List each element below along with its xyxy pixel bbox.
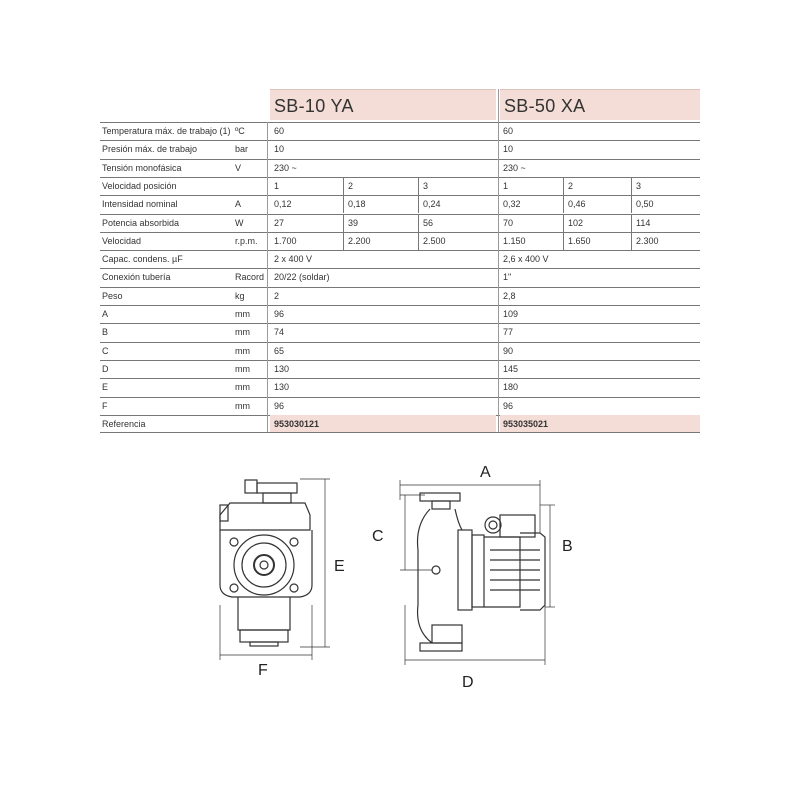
col-sep — [563, 177, 564, 195]
spec-row — [100, 232, 700, 250]
sb50-value: 90 — [503, 345, 514, 356]
sb50-value: 1" — [503, 272, 512, 283]
reference-sb10: 953030121 — [274, 418, 320, 429]
pump-dimension-drawing — [200, 455, 600, 695]
row-label: Temperatura máx. de trabajo (1) — [102, 126, 231, 136]
sb10-value: 2 — [274, 290, 280, 301]
model-title: SB-50 XA — [504, 96, 586, 116]
col-sep — [418, 232, 419, 250]
sb50-value: 2 — [568, 180, 574, 191]
row-label: Velocidad — [102, 235, 142, 246]
dimension-label-e: E — [334, 558, 345, 575]
row-label: Peso — [102, 290, 123, 301]
sb10-value: 1.700 — [274, 235, 297, 246]
spec-row — [100, 397, 700, 415]
reference-label: Referencia — [102, 418, 146, 429]
sb10-value: 2 — [348, 180, 354, 191]
spec-row — [100, 287, 700, 305]
sb50-value: 60 — [503, 126, 514, 136]
sb10-value: 3 — [423, 180, 429, 191]
row-unit: V — [235, 162, 242, 173]
col-sep — [343, 232, 344, 250]
row-label: Velocidad posición — [102, 180, 177, 191]
column-divider — [498, 89, 499, 432]
row-unit: A — [235, 199, 242, 210]
dimension-label-f: F — [258, 662, 268, 679]
col-sep — [631, 177, 632, 195]
col-sep — [563, 214, 564, 232]
sb10-value: 96 — [274, 400, 285, 411]
dimension-label-d: D — [462, 674, 474, 691]
sb50-value: 2,6 x 400 V — [503, 254, 549, 265]
spec-row — [100, 195, 700, 213]
sb50-value: 2,8 — [503, 290, 516, 301]
sb10-value: 96 — [274, 309, 285, 319]
spec-row — [100, 305, 700, 323]
sb10-value: 2.500 — [423, 235, 446, 246]
col-sep — [631, 214, 632, 232]
row-unit: mm — [235, 309, 250, 319]
spec-row — [100, 122, 700, 140]
col-sep — [563, 232, 564, 250]
col-sep — [563, 195, 564, 213]
col-sep — [418, 177, 419, 195]
sb10-value: 130 — [274, 382, 290, 393]
dimension-label-b: B — [562, 538, 573, 555]
sb10-value: 60 — [274, 126, 285, 136]
sb10-value: 2 x 400 V — [274, 254, 313, 265]
spec-row — [100, 250, 700, 268]
reference-row — [100, 415, 700, 433]
model-title: SB-10 YA — [274, 96, 354, 116]
dimension-lines-front — [220, 479, 330, 660]
sb10-value: 230 ~ — [274, 162, 297, 173]
col-sep — [418, 214, 419, 232]
row-label: Tensión monofásica — [102, 162, 182, 173]
row-unit: Racord — [235, 272, 265, 283]
row-unit: ºC — [235, 126, 245, 136]
row-label: E — [102, 382, 109, 393]
row-label: Conexión tubería — [102, 272, 171, 283]
row-label: Capac. condens. µF — [102, 254, 183, 265]
sb10-value: 20/22 (soldar) — [274, 272, 330, 283]
col-sep — [631, 195, 632, 213]
spec-row — [100, 342, 700, 360]
row-unit: mm — [235, 327, 250, 338]
dimension-label-c: C — [372, 528, 384, 545]
sb50-value: 70 — [503, 217, 514, 228]
sb10-value: 74 — [274, 327, 285, 338]
sb50-value: 109 — [503, 309, 519, 319]
sb50-value: 0,50 — [636, 199, 654, 210]
row-label: B — [102, 327, 109, 338]
sb50-value: 180 — [503, 382, 519, 393]
row-unit: kg — [235, 290, 245, 301]
sb50-value: 0,32 — [503, 199, 521, 210]
sb50-value: 230 ~ — [503, 162, 526, 173]
row-unit: mm — [235, 345, 250, 356]
sb10-value: 65 — [274, 345, 285, 356]
sb50-value: 1 — [503, 180, 509, 191]
spec-row — [100, 360, 700, 378]
model-header-sb10ya — [270, 89, 496, 120]
col-sep — [631, 232, 632, 250]
reference-sb50: 953035021 — [503, 418, 549, 429]
dimension-lines-side — [400, 480, 555, 665]
spec-row — [100, 268, 700, 286]
sb10-value: 130 — [274, 363, 290, 374]
row-unit: W — [235, 217, 244, 228]
sb50-value: 2.300 — [636, 235, 659, 246]
sb50-value: 102 — [568, 217, 584, 228]
sb50-value: 0,46 — [568, 199, 586, 210]
row-label: Presión máx. de trabajo — [102, 144, 198, 155]
sb10-value: 2.200 — [348, 235, 371, 246]
sb50-value: 96 — [503, 400, 514, 411]
column-divider — [267, 122, 268, 432]
sb10-value: 1 — [274, 180, 280, 191]
row-unit: mm — [235, 400, 250, 411]
sb10-value: 10 — [274, 144, 285, 155]
dimension-label-a: A — [480, 464, 491, 481]
sb50-value: 1.150 — [503, 235, 526, 246]
sb10-value: 56 — [423, 217, 434, 228]
pump-front-view — [220, 480, 312, 646]
row-unit: r.p.m. — [235, 235, 258, 246]
sb50-value: 77 — [503, 327, 514, 338]
row-unit: mm — [235, 382, 250, 393]
pump-side-view — [418, 493, 546, 651]
row-label: F — [102, 400, 108, 411]
row-label: C — [102, 345, 109, 356]
sb10-value: 27 — [274, 217, 285, 228]
spec-row — [100, 140, 700, 158]
spec-row — [100, 378, 700, 396]
col-sep — [418, 195, 419, 213]
col-sep — [343, 195, 344, 213]
spec-row — [100, 177, 700, 195]
sb10-value: 0,18 — [348, 199, 366, 210]
row-unit: mm — [235, 363, 250, 374]
sb50-value: 10 — [503, 144, 514, 155]
model-header-sb50xa — [500, 89, 700, 120]
spec-row — [100, 214, 700, 232]
sb50-value: 1.650 — [568, 235, 591, 246]
sb10-value: 0,24 — [423, 199, 441, 210]
spec-row — [100, 323, 700, 341]
sb50-value: 3 — [636, 180, 642, 191]
row-unit: bar — [235, 144, 249, 155]
col-sep — [343, 177, 344, 195]
row-label: Intensidad nominal — [102, 199, 178, 210]
sb10-value: 39 — [348, 217, 359, 228]
spec-row — [100, 159, 700, 177]
table-rule — [100, 432, 700, 433]
sb50-value: 114 — [636, 217, 651, 228]
row-label: A — [102, 309, 109, 319]
row-label: D — [102, 363, 109, 374]
sb10-value: 0,12 — [274, 199, 292, 210]
sb50-value: 145 — [503, 363, 519, 374]
row-label: Potencia absorbida — [102, 217, 180, 228]
col-sep — [343, 214, 344, 232]
